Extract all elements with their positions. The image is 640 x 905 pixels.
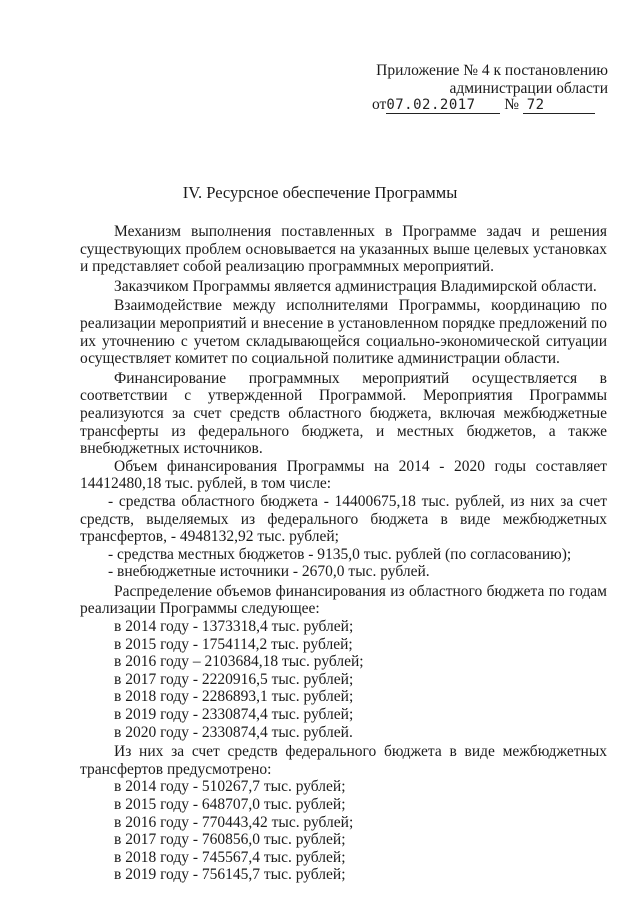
- appendix-header-line2: администрации области: [449, 80, 608, 97]
- regional-distribution-intro: Распределение объемов финансирования из областного бюджета по годам реализации Программы следующее:: [80, 582, 607, 618]
- resolution-reference: [372, 96, 595, 114]
- regional-year-item: в 2014 году - 1373318,4 тыс. рублей;: [114, 618, 354, 636]
- funding-source-item: - средства местных бюджетов - 9135,0 тыс. рублей (по согласованию);: [108, 545, 572, 563]
- paragraph: Заказчиком Программы является администрация Владимирской области.: [114, 277, 597, 295]
- paragraph: Объем финансирования Программы на 2014 - 2020 годы составляет 14412480,18 тыс. рублей, в том числе:: [80, 457, 607, 493]
- resolution-number: 72: [526, 97, 545, 113]
- document-body: [80, 223, 607, 884]
- paragraph: Взаимодействие между исполнителями Программы, координацию по реализации мероприятий и внесение в установленном порядке предложений по их уточнению с учетом складывающейся социально-экономической ситуации осуществляет комитет по социальной политике администрации области.: [80, 297, 607, 368]
- from-label: от: [372, 96, 387, 113]
- funding-source-item: - средства областного бюджета - 14400675,18 тыс. рублей, из них за счет средств, выделяемых из федерального бюджета в виде межбюджетных трансфертов, - 4948132,92 тыс. рублей;: [80, 492, 607, 546]
- federal-year-item: в 2016 году - 770443,42 тыс. рублей;: [114, 813, 354, 831]
- resolution-number-field: [523, 97, 595, 114]
- resolution-date: 07.02.2017: [386, 97, 476, 113]
- regional-year-item: в 2015 году - 1754114,2 тыс. рублей;: [114, 635, 353, 653]
- federal-year-item: в 2015 году - 648707,0 тыс. рублей;: [114, 796, 346, 813]
- regional-year-item: в 2019 году - 2330874,4 тыс. рублей;: [114, 706, 354, 724]
- appendix-header-line1: Приложение № 4 к постановлению: [376, 62, 608, 79]
- number-label: №: [504, 96, 519, 113]
- federal-year-item: в 2017 году - 760856,0 тыс. рублей;: [114, 831, 346, 849]
- resolution-date-field: [386, 97, 500, 114]
- paragraph: Финансирование программных мероприятий осуществляется в соответствии с утвержденной Программой. Мероприятия Программы реализуются за счет средств областного бюджета, включая межбюджетные трансферты из федерального бюджета, и местных бюджетов, а также внебюджетных источников.: [80, 369, 607, 458]
- section-title: IV. Ресурсное обеспечение Программы: [182, 183, 458, 202]
- regional-year-item: в 2016 году – 2103684,18 тыс. рублей;: [114, 653, 364, 671]
- regional-year-item: в 2018 году - 2286893,1 тыс. рублей;: [114, 688, 354, 706]
- regional-year-item: в 2017 году - 2220916,5 тыс. рублей;: [114, 670, 354, 688]
- federal-year-item: в 2018 году - 745567,4 тыс. рублей;: [114, 848, 346, 866]
- regional-year-item: в 2020 году - 2330874,4 тыс. рублей.: [114, 723, 353, 741]
- funding-source-item: - внебюджетные источники - 2670,0 тыс. рублей.: [108, 563, 430, 581]
- paragraph: Механизм выполнения поставленных в Программе задач и решения существующих проблем основывается на указанных выше целевых установках и представляет собой реализацию программных мероприятий.: [80, 223, 607, 276]
- federal-year-item: в 2019 году - 756145,7 тыс. рублей;: [114, 866, 346, 884]
- federal-year-item: в 2014 году - 510267,7 тыс. рублей;: [114, 778, 346, 796]
- federal-distribution-intro: Из них за счет средств федерального бюджета в виде межбюджетных трансфертов предусмотрено:: [80, 743, 607, 778]
